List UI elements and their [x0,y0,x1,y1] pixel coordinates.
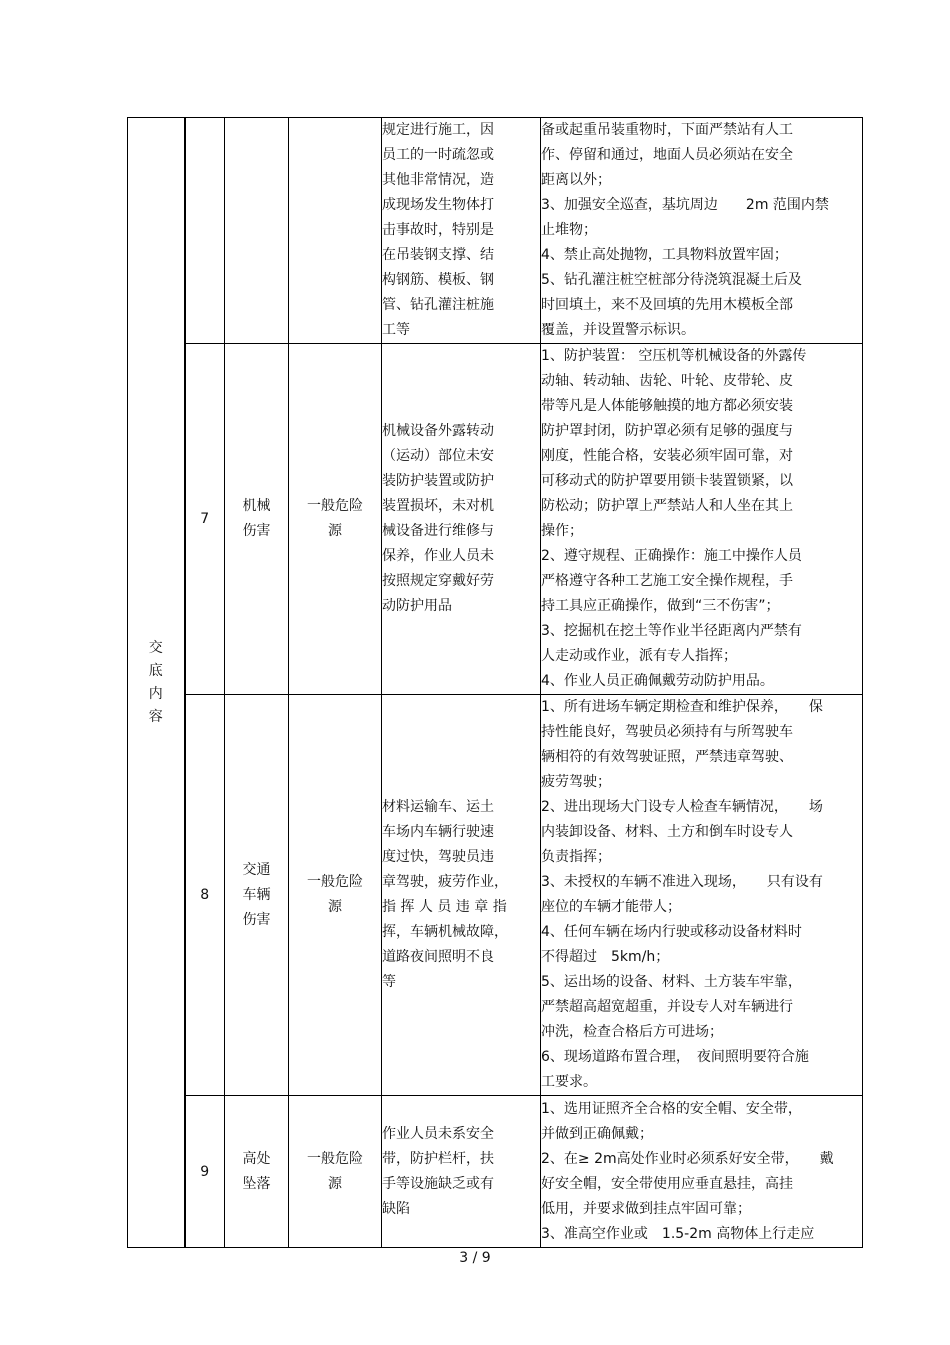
hazard-cause [382,1096,541,1248]
control-measure-line: 严格遵守各种工艺施工安全操作规程，手 [541,573,793,589]
hazard-number: 7 [185,344,225,695]
control-measure-line: 内装卸设备、材料、土方和倒车时设专人 [541,824,793,840]
hazard-number: 9 [185,1096,225,1248]
control-measure-line: 备或起重吊装重物时，下面严禁站有人工 [541,122,793,138]
hazard-name-line: 坠落 [242,1175,271,1192]
hazard-name-line: 交通 [242,861,271,878]
hazard-cause-line: 按照规定穿戴好劳 [382,573,494,589]
hazard-cause-line: 章驾驶，疲劳作业， [382,874,508,890]
control-measure-line: 时回填土，来不及回填的先用木模板全部 [541,297,793,313]
hazard-cause-line: 构钢筋、模板、钢 [382,272,494,288]
control-measure-line: 座位的车辆才能带人； [541,899,681,915]
control-measure-line: 3、未授权的车辆不准进入现场， 只有设有 [541,874,823,890]
hazard-number: 8 [185,695,225,1096]
hazard-cause-line: 道路夜间照明不良 [382,949,494,965]
hazard-name-line: 车辆 [242,886,271,903]
control-measure-line: 人走动或作业，派有专人指挥； [541,648,737,664]
hazard-level [289,118,382,344]
control-measures [541,695,863,1096]
control-measure-line: 止堆物； [541,222,597,238]
control-measure-line: 好安全帽，安全带使用应垂直悬挂，高挂 [541,1175,793,1192]
hazard-level-line: 一般危险 [307,874,363,890]
control-measure-line: 3、准高空作业或 1.5-2m 高物体上行走应 [541,1225,815,1242]
control-measure-line: 冲洗，检查合格后方可进场； [541,1024,723,1040]
control-measure-line: 2、进出现场大门设专人检查车辆情况， 场 [541,799,823,815]
control-measure-line: 1、防护装置： 空压机等机械设备的外露传 [541,348,807,364]
section-label-line: 底 [148,662,163,679]
hazard-cause-line: 击事故时，特别是 [382,222,494,238]
hazard-cause-line: 在吊装钢支撑、结 [382,247,494,263]
hazard-name-line: 高处 [242,1150,271,1167]
control-measure-line: 严禁超高超宽超重，并设专人对车辆进行 [541,999,793,1015]
hazard-number [185,118,225,344]
control-measure-line: 3、挖掘机在挖土等作业半径距离内严禁有 [541,623,802,639]
hazard-cause-line: 材料运输车、运土 [382,799,494,815]
hazard-level-line: 源 [328,523,342,539]
control-measure-line: 1、选用证照齐全合格的安全帽、安全带， [541,1100,802,1117]
hazard-name [225,695,289,1096]
hazard-cause-line: 装防护装置或防护 [382,473,494,489]
section-label [148,637,164,729]
hazard-name [225,118,289,344]
control-measure-line: 辆相符的有效驾驶证照，严禁违章驾驶、 [541,749,793,765]
hazard-cause-line: （运动）部位未安 [382,448,494,464]
hazard-cause-line: 员工的一时疏忽或 [382,147,494,163]
hazard-cause-line: 车场内车辆行驶速 [382,824,494,840]
page-number: 3 / 9 [459,1250,491,1266]
hazard-cause-line: 带，防护栏杆，扶 [382,1150,494,1167]
hazard-name-line: 伤害 [242,911,271,928]
hazard-cause-line: 其他非常情况，造 [382,172,494,188]
hazard-cause-line: 机械设备外露转动 [382,423,494,439]
hazard-level [289,695,382,1096]
section-label-line: 交 [148,639,163,656]
section-label-cell [128,118,185,1248]
control-measure-line: 4、任何车辆在场内行驶或移动设备材料时 [541,924,802,940]
hazard-cause-line: 装置损坏，未对机 [382,498,494,514]
control-measure-line: 动轴、转动轴、齿轮、叶轮、皮带轮、皮 [541,373,793,389]
control-measure-line: 持性能良好，驾驶员必须持有与所驾驶车 [541,724,793,740]
control-measure-line: 防松动；防护罩上严禁站人和人坐在其上 [541,498,793,514]
hazard-cause [382,118,541,344]
hazard-name-line: 机械 [242,498,271,514]
control-measure-line: 防护罩封闭，防护罩必须有足够的强度与 [541,423,793,439]
control-measure-line: 作、停留和通过，地面人员必须站在安全 [541,147,793,163]
hazard-name [225,1096,289,1248]
control-measure-line: 2、遵守规程、正确操作：施工中操作人员 [541,548,802,564]
hazard-cause-line: 动防护用品 [382,598,452,614]
control-measure-line: 操作； [541,523,583,539]
table-row [128,695,863,1096]
control-measure-line: 负责指挥； [541,849,611,865]
section-label-line: 容 [148,708,163,725]
hazard-cause-line: 保养，作业人员未 [382,548,494,564]
hazard-cause-line: 指 挥 人 员 违 章 指 [382,899,507,915]
hazard-cause [382,695,541,1096]
hazard-level-line: 源 [328,899,342,915]
hazard-cause-line: 作业人员未系安全 [382,1125,494,1142]
hazard-level-line: 一般危险 [307,1150,363,1167]
hazard-cause-line: 手等设施缺乏或有 [382,1175,494,1192]
control-measures [541,1096,863,1248]
control-measure-line: 4、禁止高处抛物，工具物料放置牢固； [541,247,788,263]
control-measure-line: 可移动式的防护罩要用锁卡装置锁紧，以 [541,473,793,489]
hazard-cause-line: 挥，车辆机械故障， [382,924,508,940]
hazard-cause-line: 规定进行施工，因 [382,122,494,138]
control-measure-line: 1、所有进场车辆定期检查和维护保养， 保 [541,699,823,715]
control-measures [541,344,863,695]
control-measure-line: 刚度，性能合格，安装必须牢固可靠，对 [541,448,793,464]
hazard-level [289,344,382,695]
hazard-cause-line: 缺陷 [382,1200,410,1217]
control-measure-line: 3、加强安全巡查，基坑周边 2m 范围内禁 [541,197,829,213]
control-measure-line: 5、运出场的设备、材料、土方装车牢靠， [541,974,802,990]
hazard-cause-line: 工等 [382,322,410,338]
control-measure-line: 覆盖，并设置警示标识。 [541,322,695,338]
control-measure-line: 6、现场道路布置合理， 夜间照明要符合施 [541,1049,809,1065]
hazard-level-line: 源 [328,1175,342,1192]
control-measure-line: 4、作业人员正确佩戴劳动防护用品。 [541,673,774,689]
hazard-cause-line: 械设备进行维修与 [382,523,494,539]
hazard-table [127,117,863,1248]
control-measure-line: 2、在≥ 2m高处作业时必须系好安全带， 戴 [541,1150,834,1167]
table-row [128,344,863,695]
section-label-line: 内 [148,685,163,702]
table-row [128,1096,863,1248]
control-measures [541,118,863,344]
table-row [128,118,863,344]
control-measure-line: 5、钻孔灌注桩空桩部分待浇筑混凝土后及 [541,272,802,288]
control-measure-line: 持工具应正确操作，做到“三不伤害”； [541,598,780,614]
control-measure-line: 带等凡是人体能够触摸的地方都必须安装 [541,398,793,414]
hazard-level [289,1096,382,1248]
hazard-cause [382,344,541,695]
hazard-name [225,344,289,695]
hazard-cause-line: 度过快，驾驶员违 [382,849,494,865]
control-measure-line: 并做到正确佩戴； [541,1125,653,1142]
control-measure-line: 距离以外； [541,172,611,188]
control-measure-line: 工要求。 [541,1074,597,1090]
control-measure-line: 低用，并要求做到挂点牢固可靠； [541,1200,751,1217]
hazard-name-line: 伤害 [242,523,271,539]
hazard-level-line: 一般危险 [307,498,363,514]
hazard-cause-line: 成现场发生物体打 [382,197,494,213]
control-measure-line: 疲劳驾驶； [541,774,611,790]
control-measure-line: 不得超过 5km/h； [541,949,670,965]
hazard-cause-line: 等 [382,974,396,990]
hazard-cause-line: 管、钻孔灌注桩施 [382,297,494,313]
